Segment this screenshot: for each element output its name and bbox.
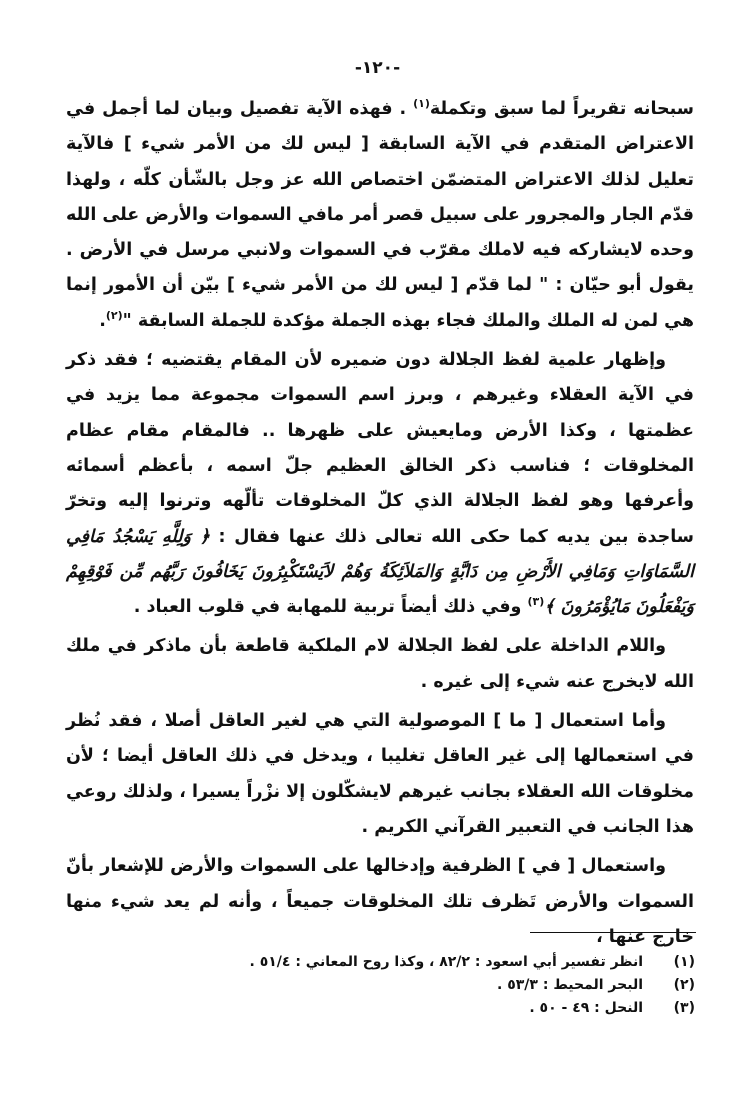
main-text bbox=[66, 92, 694, 955]
paragraph-1 bbox=[66, 92, 694, 339]
footnote-text: النحل : ٤٩ - ٥٠ . bbox=[529, 1000, 643, 1016]
footnote-number: (٢) bbox=[673, 977, 695, 993]
paragraph-1-text-body: . فهذه الآية تفصيل وبيان لما أجمل في الاعتراض المتقدم في الآية السابقة [ ليس لك من الأمر شيء ] فالآية تعليل لذلك الاعتراض المتضمّن اختصاص الله عز وجل بالشّأن كلّه ، ولهذا قدّم الجار والمجرور على سبيل قصر أمر مافي السموات والأرض على الله وحده لايشاركه فيه لاملك مقرّب في السموات ولانبي مرسل في الأرض . يقول أبو حيّان : " لما قدّم [ ليس لك من الأمر شيء ] بيّن أن الأمور إنما هي لمن له الملك والملك فجاء بهذه الجملة مؤكدة للجملة السابقة " bbox=[66, 99, 694, 331]
paragraph-2-text-end: وفي ذلك أيضاً تربية للمهابة في قلوب العباد . bbox=[133, 597, 528, 618]
footnote-separator bbox=[530, 932, 696, 933]
paragraph-2 bbox=[66, 343, 694, 625]
footnote-ref-1[interactable]: (١) bbox=[413, 97, 430, 111]
footnote-2 bbox=[150, 977, 695, 1000]
footnote-text: انظر تفسير أبي اسعود : ٨٢/٢ ، وكذا روح المعاني : ٥١/٤ . bbox=[249, 954, 643, 970]
paragraph-3: واللام الداخلة على لفظ الجلالة لام الملكية قاطعة بأن ماذكر في ملك الله لايخرج عنه شيء إلى غيره . bbox=[66, 636, 694, 692]
footnote-text: البحر المحيط : ٥٣/٣ . bbox=[497, 977, 643, 993]
footnote-ref-3[interactable]: (٣) bbox=[527, 595, 545, 609]
footnote-ref-2[interactable]: (٢) bbox=[105, 308, 123, 322]
page-number: -١٢٠- bbox=[354, 58, 401, 78]
paragraph-5: واستعمال [ في ] الظرفية وإدخالها على السموات والأرض للإشعار بأنّ السموات والأرض تَظرف تلك المخلوقات جميعاً ، وأنه لم يعد شيء منها خارج عنها ، bbox=[66, 856, 694, 947]
paragraph-4: وأما استعمال [ ما ] الموصولية التي هي لغير العاقل أصلا ، فقد نُظر في استعمالها إلى غير العاقل تغليبا ، ويدخل في ذلك العاقل أيضا ؛ لأن مخلوقات الله العقلاء بجانب غيرهم لايشكّلون إلا نزْراً يسيرا ، ولذلك روعي هذا الجانب في التعبير القرآني الكريم . bbox=[66, 711, 694, 837]
footnote-3 bbox=[150, 1000, 695, 1023]
paragraph-1-text-end: . bbox=[99, 310, 106, 331]
paragraph-1-text-start: سبحانه تقريراً لما سبق وتكملة bbox=[429, 99, 694, 119]
quran-verse: ﴿ وَلِلَّهِ يَسْجُدُ مَافِي السَّمَاوَاتِ وَمَافِي الأَرْضِ مِن دَابَّةٍ وَالمَلاَئِكَةُ وَهُمْ لاَيَسْتَكْبِرُونَ يَخَافُونَ رَبَّهُم مِّن فَوْقِهِمْ وَيَفْعَلُونَ مَايُؤْمَرُونَ ﴾ bbox=[66, 526, 694, 618]
footnotes bbox=[150, 954, 695, 1023]
footnote-number: (٣) bbox=[673, 1000, 695, 1016]
footnote-1 bbox=[150, 954, 695, 977]
footnote-number: (١) bbox=[673, 954, 695, 970]
paragraph-2-text-start: وإظهار علمية لفظ الجلالة دون ضميره لأن المقام يقتضيه ؛ فقد ذكر في الآية العقلاء وغيرهم ، وبرز اسم السموات مجموعة مما يزيد في عظمتها ، وكذا الأرض ومايعيش على ظهرها .. فالمقام مقام عظام المخلوقات ؛ فناسب ذكر الخالق العظيم جلّ اسمه ، بأعظم أسمائه وأعرفها وهو لفظ الجلالة الذي كلّ المخلوقات تألّهه وترنوا إليه وتخرّ ساجدة بين يديه كما حكى الله تعالى ذلك عنها فقال : bbox=[66, 350, 694, 547]
